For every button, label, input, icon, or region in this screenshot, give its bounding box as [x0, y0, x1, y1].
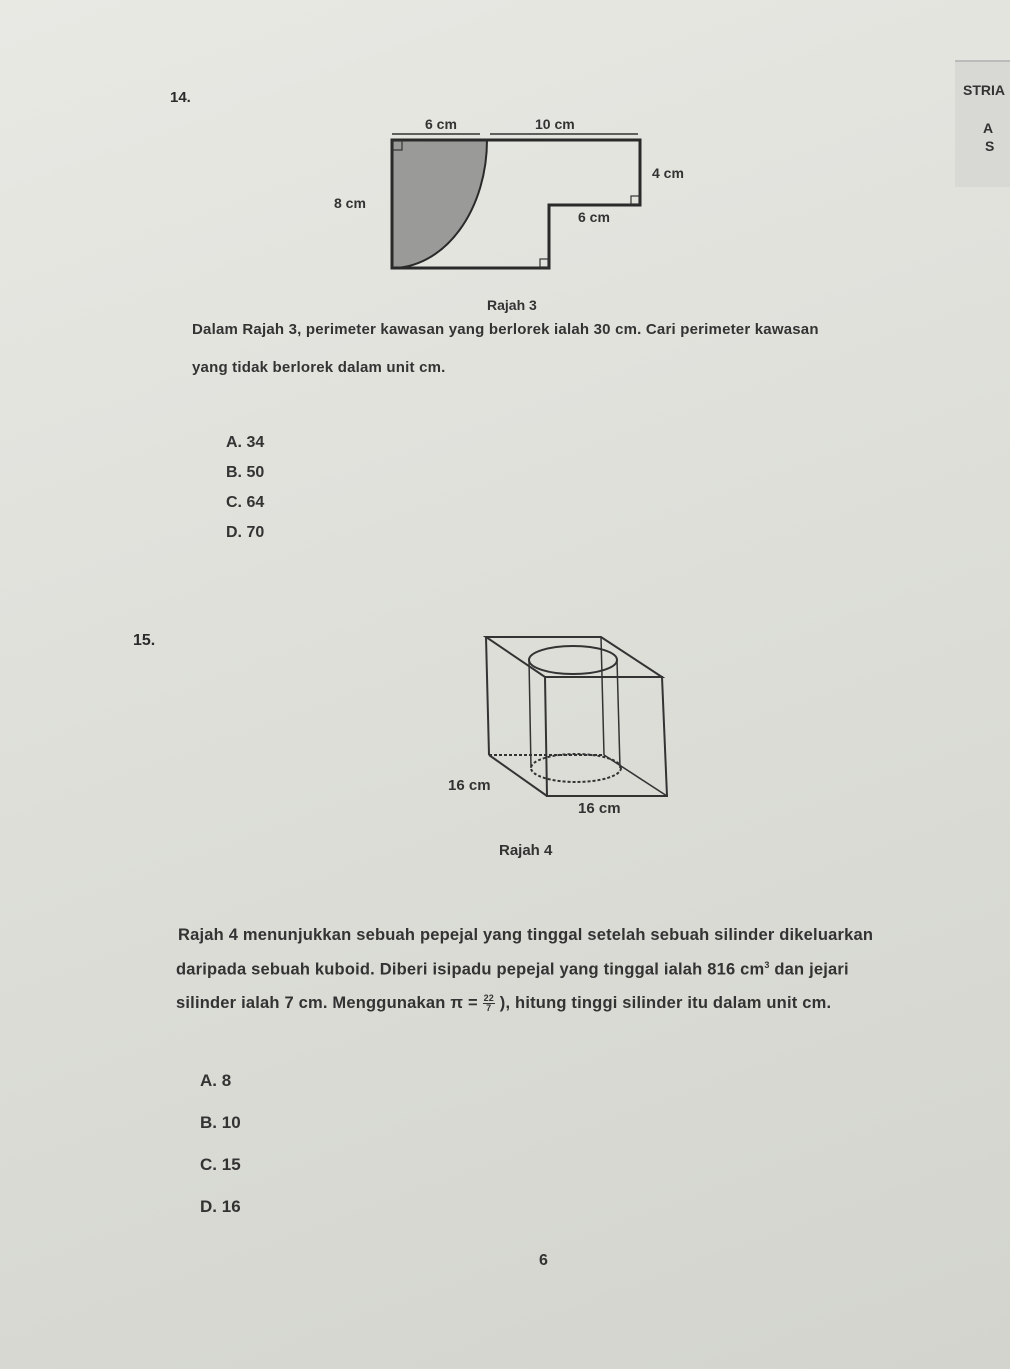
figure-caption-rajah-3: Rajah 3 [487, 297, 537, 313]
question-15-text-line-2: daripada sebuah kuboid. Diberi isipadu pepejal yang tinggal ialah 816 $cm^3$ dan jejari [176, 960, 849, 979]
cylinder-bottom-ellipse [531, 754, 621, 782]
right-angle-mark [631, 196, 639, 204]
question-14-text-line-2: yang tidak berlorek dalam unit cm. [192, 359, 446, 376]
side-text-1: STRIA [963, 82, 1005, 98]
label-10cm-top: 10 cm [535, 116, 575, 132]
option-b[interactable]: B. 10 [200, 1113, 241, 1132]
question-15-text-line-1: Rajah 4 menunjukkan sebuah pepejal yang tinggal setelah sebuah silinder dikeluarkan [178, 926, 874, 944]
label-16cm-width: 16 cm [578, 800, 621, 817]
cylinder-top-ellipse [529, 646, 617, 674]
option-a[interactable]: A. 34 [226, 434, 265, 451]
question-15-text-line-3: silinder ialah 7 cm. Menggunakan π = $\frac{22}{7}$ ), hitung tinggi silinder itu dalam unit cm. [176, 993, 832, 1014]
option-d[interactable]: D. 16 [200, 1197, 241, 1216]
option-b[interactable]: B. 50 [226, 464, 265, 481]
label-8cm-left: 8 cm [334, 195, 366, 211]
pi-fraction: $\frac{22}{7}$ [483, 993, 494, 1014]
option-d[interactable]: D. 70 [226, 524, 265, 541]
question-14-options [226, 434, 264, 554]
shaded-quarter-region [392, 140, 487, 268]
label-6cm-top: 6 cm [425, 116, 457, 132]
side-text-3: S [985, 138, 995, 154]
right-angle-mark [540, 259, 548, 267]
question-14-text-line-1: Dalam Rajah 3, perimeter kawasan yang berlorek ialah 30 cm. Cari perimeter kawasan [192, 321, 819, 338]
label-6cm-step: 6 cm [578, 209, 610, 225]
page-number: 6 [539, 1252, 548, 1269]
question-15-options [200, 1071, 241, 1239]
label-16cm-depth: 16 cm [448, 777, 491, 794]
cuboid-top-face [486, 637, 662, 677]
question-14-number: 14. [170, 89, 191, 106]
cuboid-front-face [545, 677, 667, 796]
side-text-2: A [983, 120, 994, 136]
rajah-4-figure [0, 600, 1010, 840]
rajah-3-figure [0, 0, 1010, 330]
figure-caption-rajah-4: Rajah 4 [499, 842, 553, 859]
option-c[interactable]: C. 64 [226, 494, 265, 511]
option-a[interactable]: A. 8 [200, 1071, 232, 1090]
question-15-number: 15. [133, 632, 156, 649]
option-c[interactable]: C. 15 [200, 1155, 241, 1174]
label-4cm-right: 4 cm [652, 165, 684, 181]
